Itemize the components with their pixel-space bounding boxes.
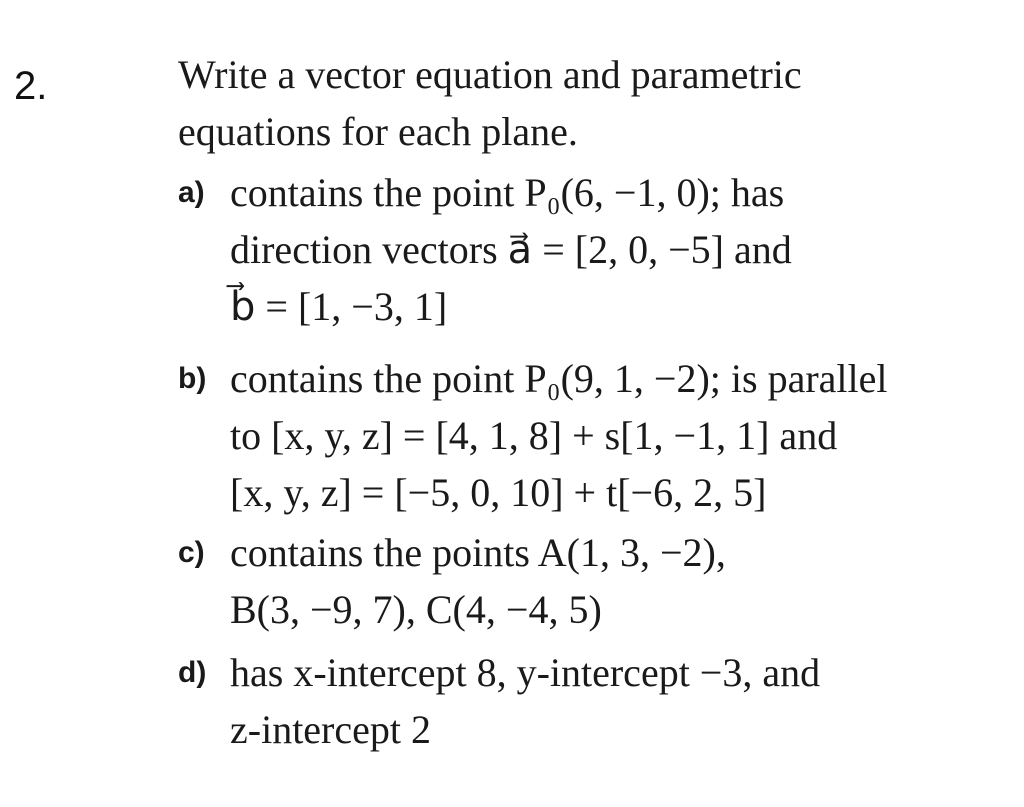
part-line: to [x, y, z] = [4, 1, 8] + s[1, −1, 1] and <box>230 413 838 458</box>
part-line: contains the point P₀(6, −1, 0); has <box>230 170 785 215</box>
part-label: b) <box>178 362 207 395</box>
part-line: direction vectors a⃗ = [2, 0, −5] and <box>230 227 792 272</box>
prompt-line: Write a vector equation and parametric <box>178 52 802 97</box>
part-line: contains the point P₀(9, 1, −2); is parallel <box>230 356 888 401</box>
part-label: d) <box>178 656 207 689</box>
part-label: c) <box>178 536 205 569</box>
part-body <box>230 350 1008 521</box>
prompt-line: equations for each plane. <box>178 109 578 154</box>
problem-number: 2. <box>14 64 48 108</box>
part-c <box>178 524 1008 638</box>
problem-prompt <box>178 46 998 160</box>
part-body <box>230 644 1008 758</box>
part-line: [x, y, z] = [−5, 0, 10] + t[−6, 2, 5] <box>230 470 767 515</box>
part-line: z-intercept 2 <box>230 707 431 752</box>
part-line: B(3, −9, 7), C(4, −4, 5) <box>230 587 602 632</box>
part-d <box>178 644 1008 758</box>
part-b <box>178 350 1008 521</box>
part-line: has x-intercept 8, y-intercept −3, and <box>230 650 821 695</box>
part-body <box>230 524 1008 638</box>
part-line: b⃗ = [1, −3, 1] <box>230 284 448 329</box>
part-label: a) <box>178 176 205 209</box>
part-a <box>178 164 1008 335</box>
part-line: contains the points A(1, 3, −2), <box>230 530 726 575</box>
part-body <box>230 164 1008 335</box>
